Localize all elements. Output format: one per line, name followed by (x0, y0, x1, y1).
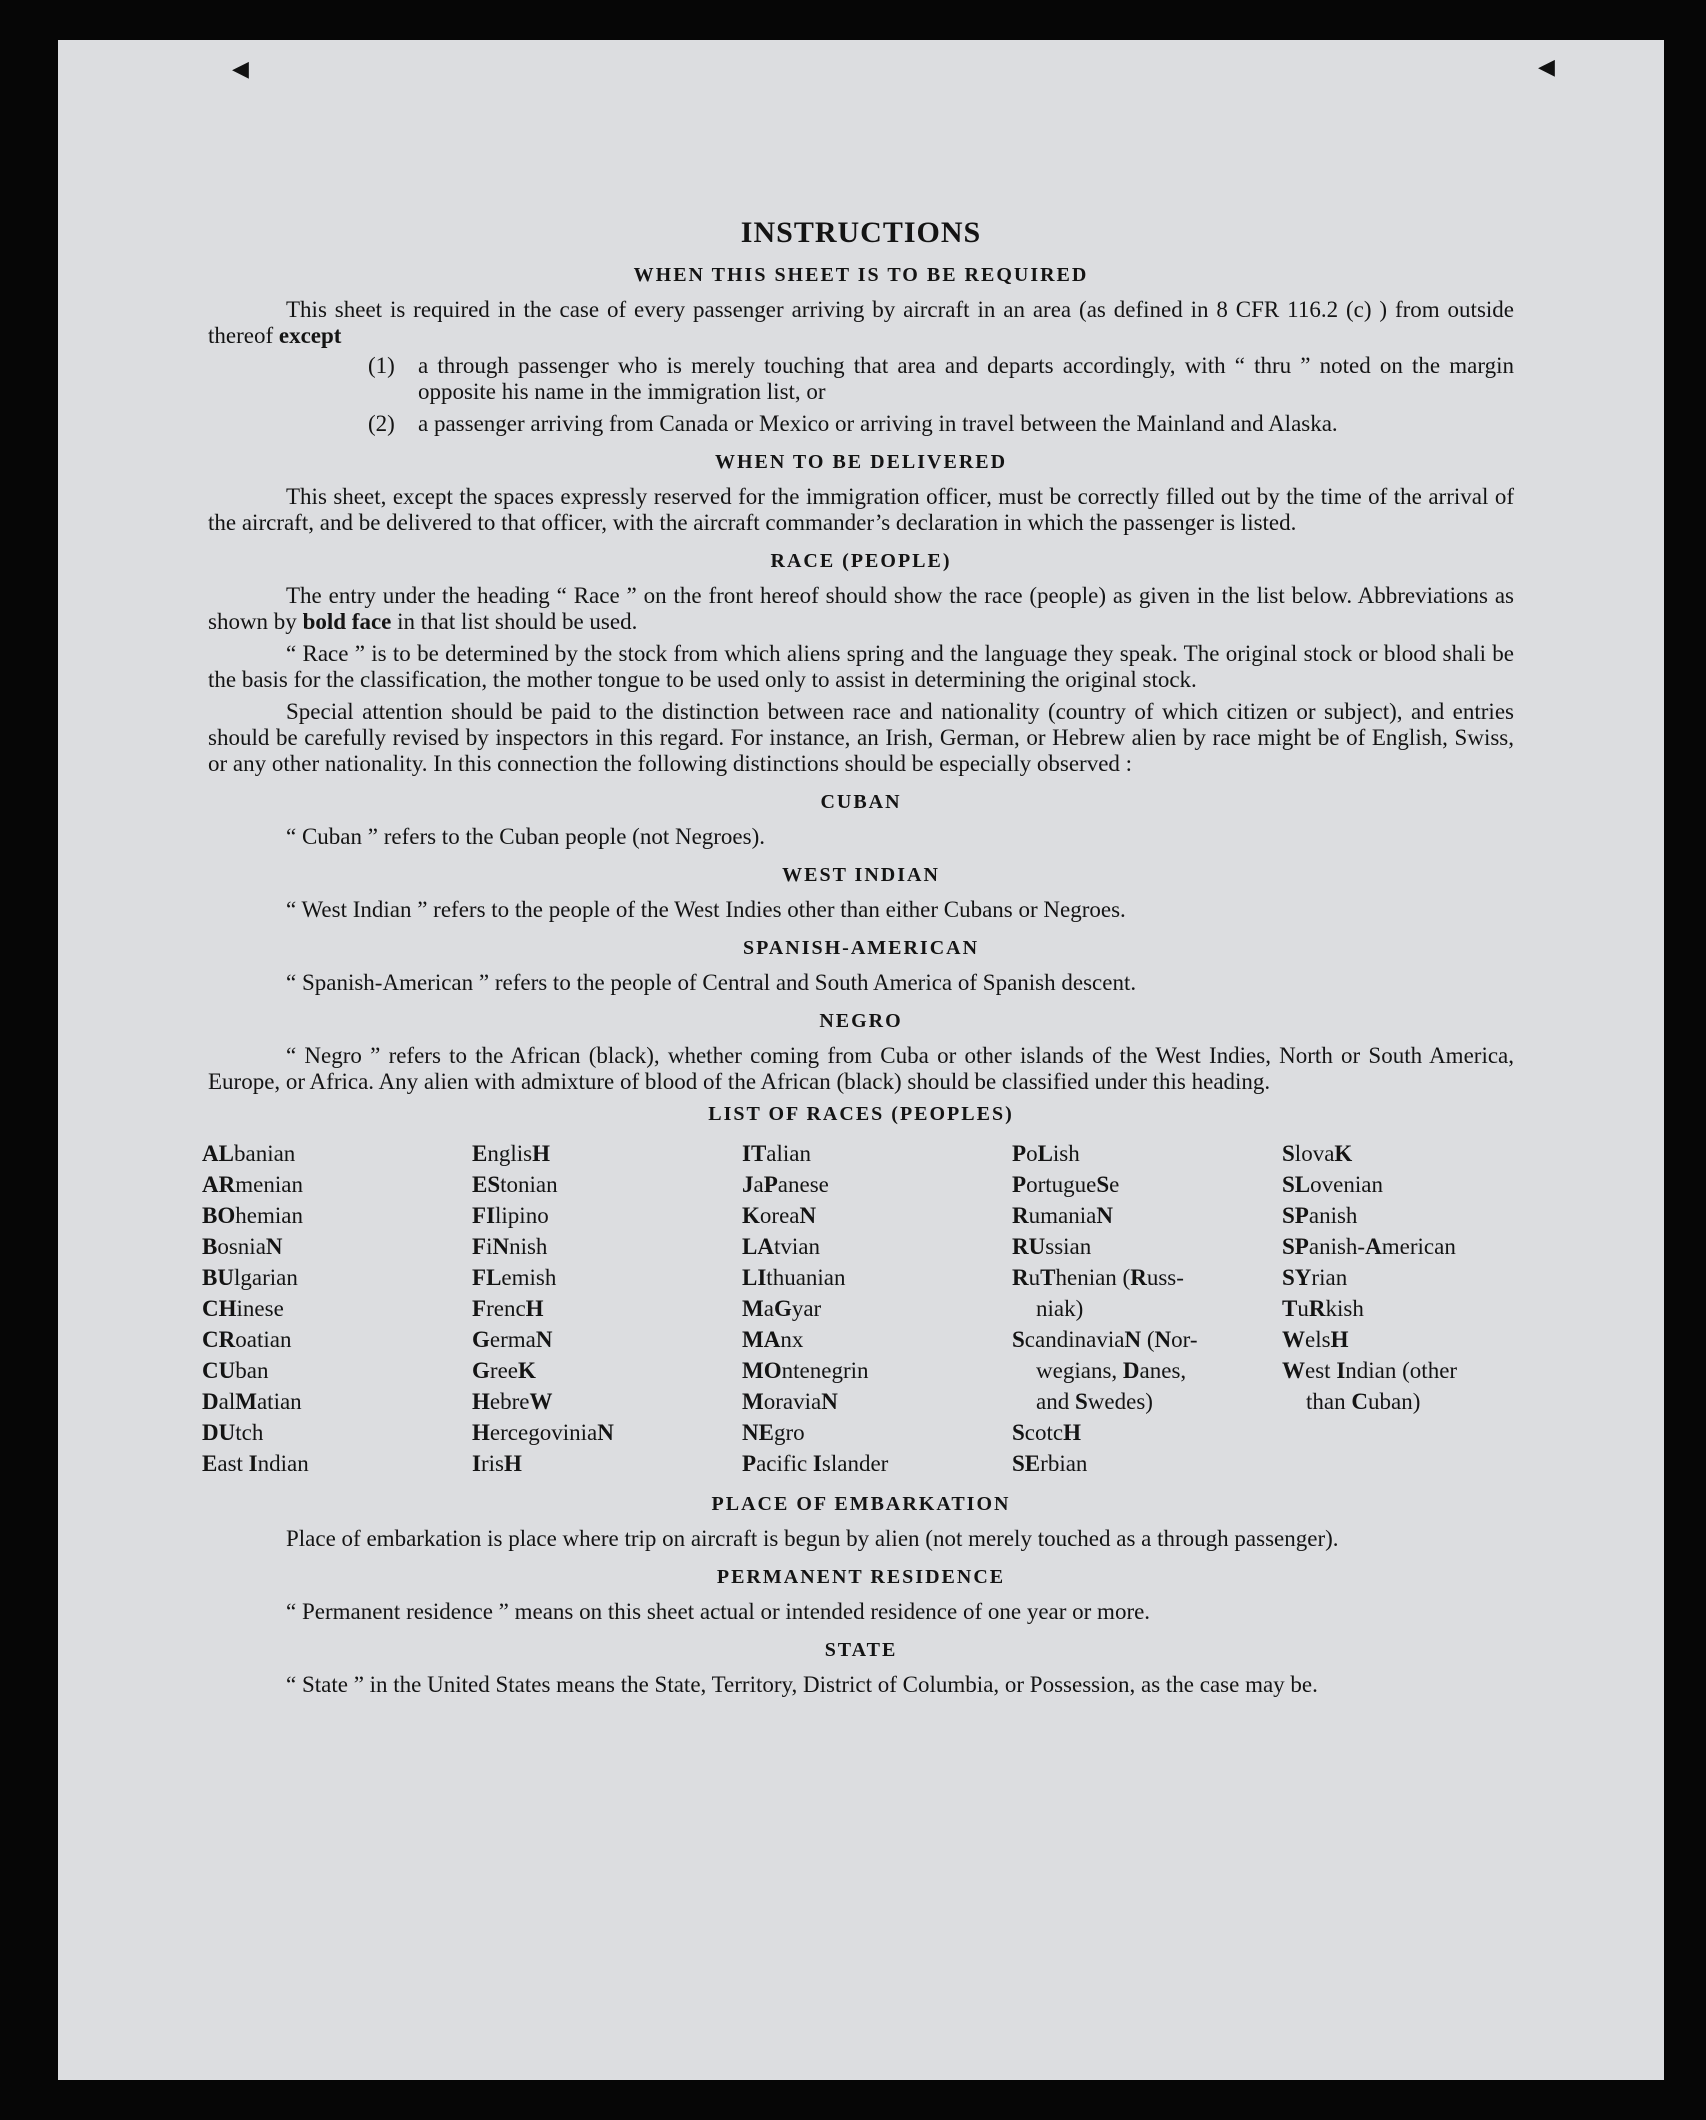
race-entry: Pacific Islander (742, 1451, 889, 1476)
race-entry: ScotcH (1012, 1420, 1082, 1445)
race-entry: MaGyar (742, 1296, 822, 1321)
race-entry: MOntenegrin (742, 1358, 869, 1383)
section-heading-cuban: CUBAN (820, 791, 902, 813)
list-item: (1) a through passenger who is merely touching that area and departs accordingly, with “ thru ” noted on the margin opposite his name in the immigration list, or (368, 353, 1514, 404)
paragraph-negro: “ Negro ” refers to the African (black), whether coming from Cuba or other islands of the West Indies, North or South America, Europe, or Africa. Any alien with admixture of blood of the African (black) should be classified under this heading. (208, 1043, 1514, 1094)
race-entry: KoreaN (742, 1203, 817, 1228)
race-entry: MAnx (742, 1327, 804, 1352)
race-entry: CRoatian (202, 1327, 292, 1352)
race-entry: SLovenian (1282, 1172, 1383, 1197)
paragraph-race-1: The entry under the heading “ Race ” on the front hereof should show the race (people) as given in the list below. Abbreviations as shown by bold face in that list should be used. (208, 583, 1514, 634)
punch-mark: ◀ (232, 56, 249, 81)
race-entry: SlovaK (1282, 1141, 1353, 1166)
punch-mark: ◀ (1538, 54, 1555, 79)
paragraph-when-delivered: This sheet, except the spaces expressly reserved for the immigration officer, must be correctly filled out by the time of the arrival of the aircraft, and be delivered to that officer, with the aircraft commander’s declaration in which the passenger is listed. (208, 484, 1514, 535)
race-entry: FLemish (472, 1265, 557, 1290)
section-heading-west-indian: WEST INDIAN (782, 864, 940, 886)
section-heading-negro: NEGRO (819, 1010, 903, 1032)
race-entry: CUban (202, 1358, 269, 1383)
race-entry: BosniaN (202, 1234, 283, 1259)
races-list (202, 1138, 1514, 1479)
race-entry: EnglisH (472, 1141, 550, 1166)
race-entry: ARmenian (202, 1172, 303, 1197)
paragraph-cuban: “ Cuban ” refers to the Cuban people (not Negroes). (286, 824, 766, 849)
race-entry: than Cuban) (1306, 1389, 1421, 1414)
race-entry: wegians, Danes, (1036, 1358, 1187, 1383)
instructions-content (202, 180, 1514, 1698)
race-column (1282, 1138, 1502, 1479)
race-entry: SYrian (1282, 1265, 1348, 1290)
race-entry: FIlipino (472, 1203, 549, 1228)
race-entry: IrisH (472, 1451, 522, 1476)
race-entry: RumaniaN (1012, 1203, 1113, 1228)
race-column (742, 1138, 1012, 1479)
race-entry: FrencH (472, 1296, 544, 1321)
section-heading-embarkation: PLACE OF EMBARKATION (711, 1493, 1011, 1515)
race-entry: East Indian (202, 1451, 309, 1476)
race-entry: PortugueSe (1012, 1172, 1120, 1197)
race-entry: MoraviaN (742, 1389, 838, 1414)
race-entry: TuRkish (1282, 1296, 1364, 1321)
section-heading-spanish-american: SPANISH-AMERICAN (742, 937, 980, 959)
race-entry: ScandinaviaN (Nor- (1012, 1327, 1198, 1352)
race-entry: West Indian (other (1282, 1358, 1458, 1383)
section-heading-races-list: LIST OF RACES (PEOPLES) (708, 1103, 1014, 1125)
race-entry: and Swedes) (1036, 1389, 1153, 1414)
race-entry: RUssian (1012, 1234, 1092, 1259)
paragraph-state: “ State ” in the United States means the State, Territory, District of Columbia, or Possession, as the case may be. (286, 1672, 1318, 1697)
paragraph-embarkation: Place of embarkation is place where trip on aircraft is begun by alien (not merely touched as a through passenger). (286, 1526, 1339, 1551)
section-heading-permanent-residence: PERMANENT RESIDENCE (716, 1566, 1006, 1588)
race-entry: BUlgarian (202, 1265, 298, 1290)
section-heading-when-delivered: WHEN TO BE DELIVERED (714, 451, 1008, 473)
race-entry: JaPanese (742, 1172, 829, 1197)
race-entry: DalMatian (202, 1389, 302, 1414)
paragraph-spanish-american: “ Spanish-American ” refers to the people of Central and South America of Spanish descent. (286, 970, 1137, 995)
race-entry: ITalian (742, 1141, 812, 1166)
race-entry: GreeK (472, 1358, 536, 1383)
race-entry: niak) (1036, 1296, 1084, 1321)
race-column (1012, 1138, 1282, 1479)
race-entry: RuThenian (Russ- (1012, 1265, 1184, 1290)
race-entry: HercegoviniaN (472, 1420, 614, 1445)
section-heading-race: RACE (PEOPLE) (770, 550, 952, 572)
paragraph-race-3: Special attention should be paid to the distinction between race and nationality (country of which citizen or subject), and entries should be carefully revised by inspectors in this regard. For instance, an Irish, German, or Hebrew alien by race might be of English, Swiss, or any other nationality. In this connection the following distinctions should be especially observed : (208, 699, 1514, 776)
race-entry: CHinese (202, 1296, 284, 1321)
race-entry: ALbanian (202, 1141, 296, 1166)
paragraph-permanent-residence: “ Permanent residence ” means on this sheet actual or intended residence of one year or more. (286, 1599, 1151, 1624)
race-entry: LIthuanian (742, 1265, 846, 1290)
race-entry: GermaN (472, 1327, 553, 1352)
paragraph-when-required: This sheet is required in the case of every passenger arriving by aircraft in an area (as defined in 8 CFR 116.2 (c) ) from outside thereof except (208, 297, 1514, 348)
race-entry: LAtvian (742, 1234, 820, 1259)
paragraph-race-2: “ Race ” is to be determined by the stock from which aliens spring and the language they speak. The original stock or blood shali be the basis for the classification, the mother tongue to be used only to assist in determining the original stock. (208, 641, 1514, 692)
race-entry: SPanish (1282, 1203, 1358, 1228)
paragraph-west-indian: “ West Indian ” refers to the people of the West Indies other than either Cubans or Negroes. (286, 897, 1126, 922)
page-title: INSTRUCTIONS (740, 216, 982, 249)
race-column (472, 1138, 742, 1479)
race-entry: FiNnish (472, 1234, 548, 1259)
list-item: (2) a passenger arriving from Canada or Mexico or arriving in travel between the Mainland and Alaska. (368, 411, 1338, 436)
race-entry: BOhemian (202, 1203, 303, 1228)
document-sheet (58, 40, 1664, 2080)
race-entry: WelsH (1282, 1327, 1349, 1352)
race-entry: NEgro (742, 1420, 805, 1445)
section-heading-when-required: WHEN THIS SHEET IS TO BE REQUIRED (633, 264, 1089, 286)
race-entry: PoLish (1012, 1141, 1080, 1166)
race-entry: HebreW (472, 1389, 553, 1414)
race-entry: DUtch (202, 1420, 264, 1445)
race-entry: SPanish-American (1282, 1234, 1456, 1259)
race-column (202, 1138, 472, 1479)
race-entry: EStonian (472, 1172, 558, 1197)
race-entry: SErbian (1012, 1451, 1088, 1476)
section-heading-state: STATE (824, 1639, 898, 1661)
